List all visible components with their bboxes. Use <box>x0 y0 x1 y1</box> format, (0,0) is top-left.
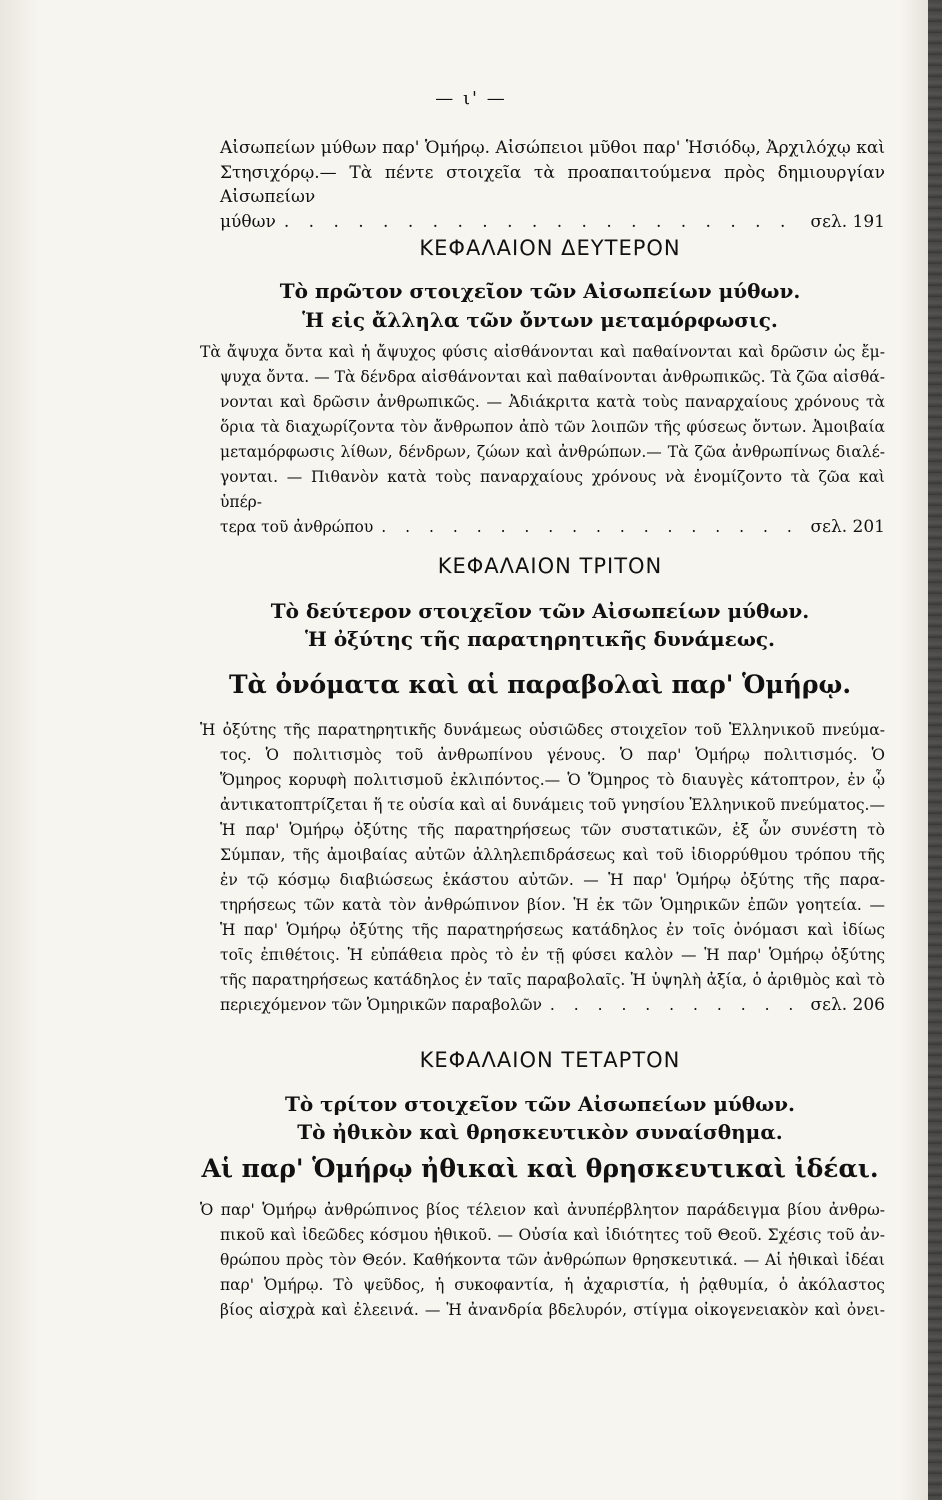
section-heading: Αἱ παρ' Ὁμήρῳ ἠθικαὶ καὶ θρησκευτικαὶ ἰδέαι. <box>201 1154 879 1183</box>
text-line: Στησιχόρῳ.— Τὰ πέντε στοιχεῖα τὰ προαπαιτούμενα πρὸς δημιουργίαν Αἰσωπείων <box>220 162 885 207</box>
leader-dots <box>550 993 803 1018</box>
chapter-subtitle: Τὸ πρῶτον στοιχεῖον τῶν Αἰσωπείων μύθων. <box>279 279 801 303</box>
text-line: ὅρια τὰ διαχωρίζοντα τὸν ἄνθρωπον ἀπὸ τῶν λοιπῶν τῆς φύσεως ὄντων. Ἀμοιβαία <box>220 418 885 436</box>
text-line: Τὰ ἄψυχα ὄντα καὶ ἡ ἄψυχος φύσις αἰσθάνονται καὶ παθαίνονται καὶ δρῶσιν ὡς ἔμ- <box>200 343 885 361</box>
chapter-summary <box>200 1198 885 1323</box>
chapter-title: ΚΕΦΑΛΑΙΟΝ ΤΕΤΑΡΤΟΝ <box>419 1048 681 1072</box>
page-reference: σελ. 206 <box>810 995 885 1015</box>
text-line: νονται καὶ δρῶσιν ἀνθρωπικῶς. — Ἀδιάκριτα κατὰ τοὺς παναρχαίους χρόνους τὰ <box>220 393 885 411</box>
chapter-subtitle: Ἡ ὀξύτης τῆς παρατηρητικῆς δυνάμεως. <box>304 627 776 651</box>
text-line: ἀντικατοπτρίζεται ἥ τε οὐσία καὶ αἱ δυνάμεις τοῦ γνησίου Ἑλληνικοῦ πνεύματος.— <box>220 796 885 814</box>
text-line: θρώπου πρὸς τὸν Θεόν. Καθήκοντα τῶν ἀνθρώπων θρησκευτικά. — Αἱ ἠθικαὶ ἰδέαι <box>220 1251 885 1269</box>
page-edge <box>928 0 942 1500</box>
intro-entry <box>220 136 885 234</box>
text-line: μεταμόρφωσις λίθων, δένδρων, ζώων καὶ ἀνθρώπων.— Τὰ ζῶα ἀνθρωπίνως διαλέ- <box>220 443 885 461</box>
chapter-summary <box>200 340 885 540</box>
text-line: ἐν τῷ κόσμῳ διαβιώσεως ἑκάστου αὐτῶν. — Ἡ παρ' Ὁμήρῳ ὀξύτης τῆς παρα- <box>220 871 885 889</box>
chapter-subtitle: Τὸ δεύτερον στοιχεῖον τῶν Αἰσωπείων μύθων. <box>270 599 810 623</box>
text-line: Ὅμηρος κορυφὴ πολιτισμοῦ ἐκλιπόντος.— Ὁ Ὅμηρος τὸ διαυγὲς κάτοπτρον, ἐν ᾧ <box>220 771 885 789</box>
text-line: μύθων <box>220 211 276 232</box>
text-line: περιεχόμενον τῶν Ὁμηρικῶν παραβολῶν <box>220 996 542 1014</box>
text-line: τερα τοῦ ἀνθρώπου <box>220 518 374 536</box>
text-line: Ἡ παρ' Ὁμήρῳ ὀξύτης τῆς παρατηρήσεως κατάδηλος ἐν τοῖς ὀνόμασι καὶ ἰδίως <box>220 921 885 939</box>
toc-line <box>200 515 885 540</box>
text-line: Ἡ ὀξύτης τῆς παρατηρητικῆς δυνάμεως οὐσιῶδες στοιχεῖον τοῦ Ἑλληνικοῦ πνεύμα- <box>200 721 885 739</box>
chapter-subtitle: Τὸ τρίτον στοιχεῖον τῶν Αἰσωπείων μύθων. <box>284 1092 796 1116</box>
page-reference: σελ. 201 <box>810 517 885 537</box>
leader-dots <box>381 515 802 540</box>
chapter-title: ΚΕΦΑΛΑΙΟΝ ΤΡΙΤΟΝ <box>437 554 663 578</box>
text-line: γονται. — Πιθανὸν κατὰ τοὺς παναρχαίους χρόνους νὰ ἐνομίζοντο τὰ ζῶα καὶ ὑπέρ- <box>220 468 885 511</box>
text-line: Ὁ παρ' Ὁμήρῳ ἀνθρώπινος βίος τέλειον καὶ ἀνυπέρβλητον παράδειγμα βίου ἀνθρω- <box>200 1201 885 1219</box>
leader-dots <box>284 210 803 235</box>
text-line: Σύμπαν, τῆς ἀμοιβαίας αὐτῶν ἀλληλεπιδράσεως καὶ τοῦ ἰδιορρύθμου τρόπου τῆς <box>220 846 885 864</box>
text-line: βίος αἰσχρὰ καὶ ἐλεεινά. — Ἡ ἀνανδρία βδελυρόν, στίγμα οἰκογενειακὸν καὶ ὀνει- <box>220 1301 885 1319</box>
text-line: Αἰσωπείων μύθων παρ' Ὁμήρῳ. Αἰσώπειοι μῦθοι παρ' Ἡσιόδῳ, Ἀρχιλόχῳ καὶ <box>220 138 885 158</box>
text-line: ψυχα ὄντα. — Τὰ δένδρα αἰσθάνονται καὶ παθαίνονται ἀνθρωπικῶς. Τὰ ζῶα αἰσθά- <box>220 368 885 386</box>
chapter-subtitle: Ἡ εἰς ἄλληλα τῶν ὄντων μεταμόρφωσις. <box>302 308 778 332</box>
chapter-title: ΚΕΦΑΛΑΙΟΝ ΔΕΥΤΕΡΟΝ <box>419 236 681 260</box>
text-line: παρ' Ὁμήρῳ. Τὸ ψεῦδος, ἡ συκοφαντία, ἡ ἀχαριστία, ἡ ῥᾳθυμία, ὁ ἀκόλαστος <box>220 1276 885 1294</box>
section-heading: Τὰ ὀνόματα καὶ αἱ παραβολαὶ παρ' Ὁμήρῳ. <box>228 670 852 699</box>
text-line: πικοῦ καὶ ἰδεῶδες κόσμου ἠθικοῦ. — Οὐσία καὶ ἰδιότητες τοῦ Θεοῦ. Σχέσις τοῦ ἀν- <box>220 1226 885 1244</box>
toc-line <box>220 210 885 235</box>
toc-line <box>200 993 885 1018</box>
text-line: τος. Ὁ πολιτισμὸς τοῦ ἀνθρωπίνου γένους. Ὁ παρ' Ὁμήρῳ πολιτισμός. Ὁ <box>220 746 885 764</box>
text-line: τηρήσεως τῶν κατὰ τὸν ἀνθρώπινον βίον. Ἡ ἐκ τῶν Ὁμηρικῶν ἐπῶν γοητεία. — <box>220 896 885 914</box>
page-reference: σελ. 191 <box>810 211 885 232</box>
text-line: Ἡ παρ' Ὁμήρῳ ὀξύτης τῆς παρατηρήσεως τῶν συστατικῶν, ἐξ ὧν συνέστη τὸ <box>220 821 885 839</box>
chapter-summary <box>200 718 885 1018</box>
text-line: τῆς παρατηρήσεως κατάδηλος ἐν ταῖς παραβολαῖς. Ἡ ὑψηλὴ ἀξία, ὁ ἀριθμὸς καὶ τὸ <box>220 971 885 989</box>
chapter-subtitle: Τὸ ἠθικὸν καὶ θρησκευτικὸν συναίσθημα. <box>297 1120 783 1144</box>
page-number: — ι' — <box>435 88 507 109</box>
text-line: τοῖς ἐπιθέτοις. Ἡ εὐπάθεια πρὸς τὸ ἐν τῇ φύσει καλὸν — Ἡ παρ' Ὁμήρῳ ὀξύτης <box>220 946 885 964</box>
